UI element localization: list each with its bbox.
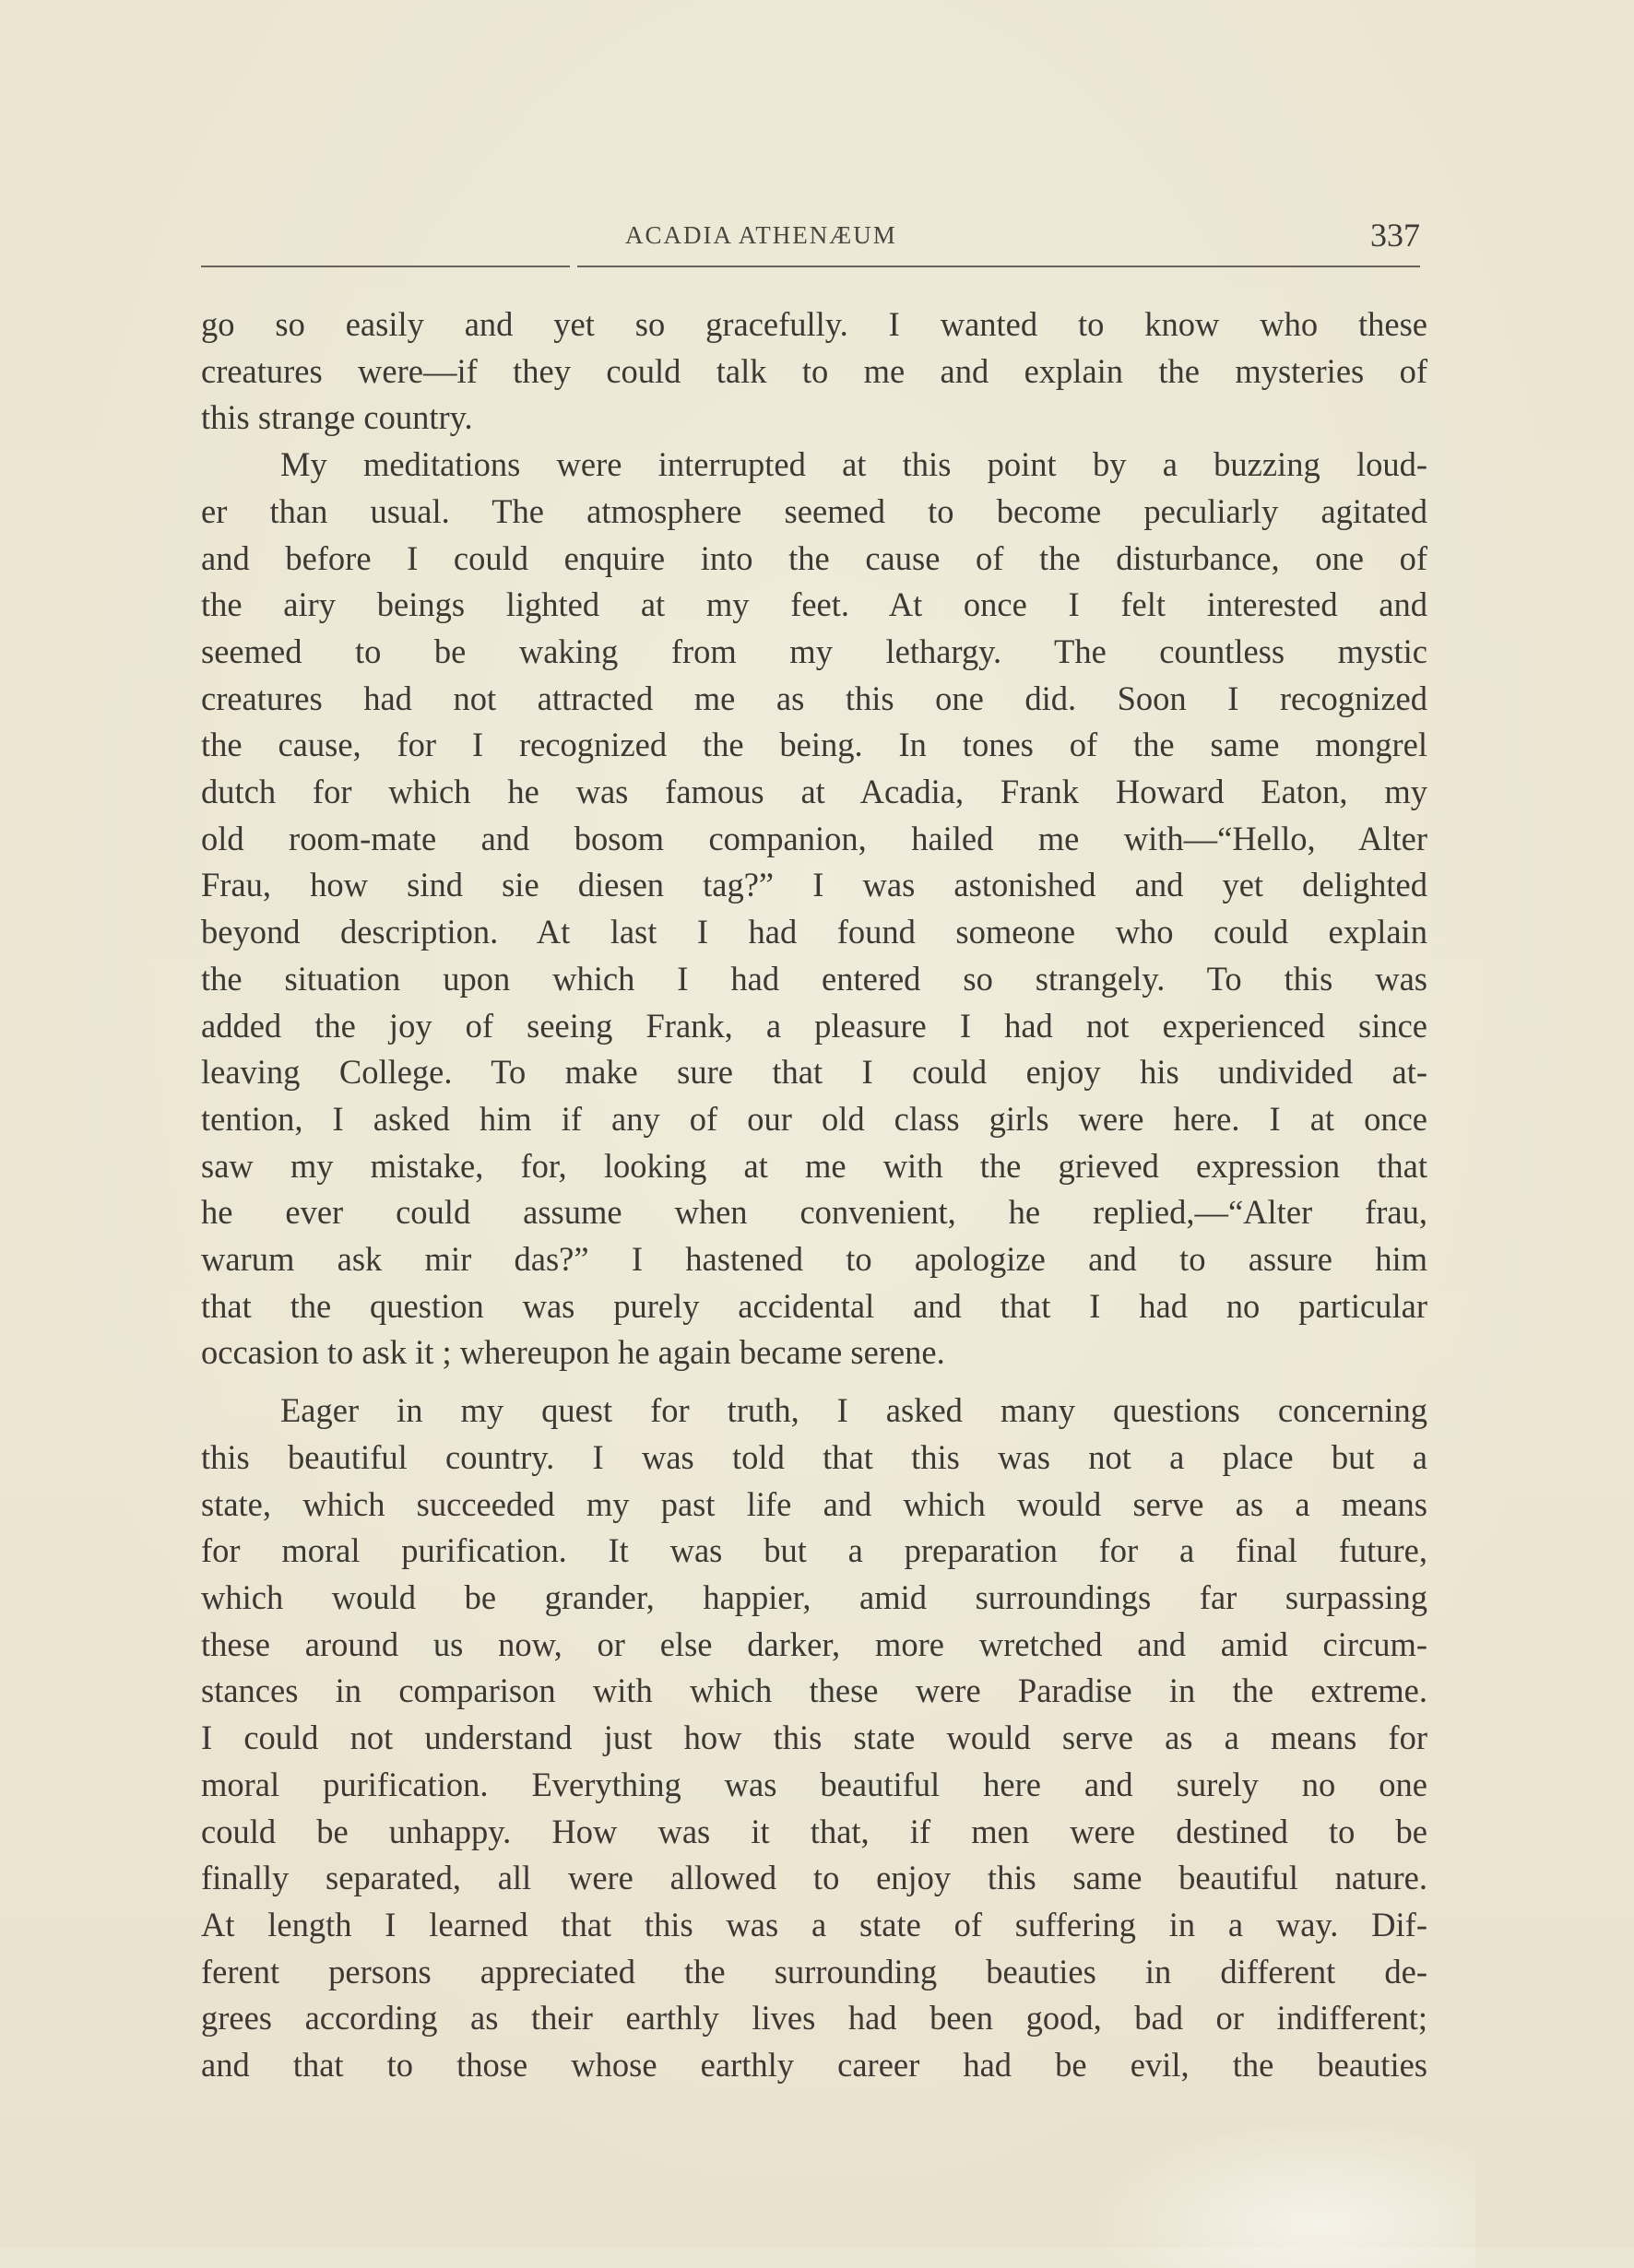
paragraph-1 xyxy=(201,301,1427,442)
text-line: I could not understand just how this state would serve as a means for xyxy=(201,1719,1427,1757)
text-line: and before I could enquire into the cause of the disturbance, one of xyxy=(201,538,1427,577)
text-line: the cause, for I recognized the being. In tones of the same mongrel xyxy=(201,726,1427,764)
text-line: that the question was purely accidental and that I had no particular xyxy=(201,1286,1427,1325)
text-line: the situation upon which I had entered so strangely. To this was xyxy=(201,959,1427,998)
paragraph-3 xyxy=(201,1388,1427,2089)
page-number: 337 xyxy=(1370,217,1420,254)
text-line: he ever could assume when convenient, he replied,—“Alter frau, xyxy=(201,1193,1427,1232)
text-line: er than usual. The atmosphere seemed to become peculiarly agitated xyxy=(201,491,1427,530)
text-line: this beautiful country. I was told that this was not a place but a xyxy=(201,1437,1427,1476)
text-line: which would be grander, happier, amid surroundings far surpassing xyxy=(201,1577,1427,1616)
text-line: seemed to be waking from my lethargy. The countless mystic xyxy=(201,632,1427,670)
paragraph-2 xyxy=(201,442,1427,1376)
text-line: saw my mistake, for, looking at me with the grieved expression that xyxy=(201,1146,1427,1185)
text-line: At length I learned that this was a state of suffering in a way. Dif- xyxy=(201,1905,1427,1943)
text-line: could be unhappy. How was it that, if men were destined to be xyxy=(201,1812,1427,1850)
running-head xyxy=(201,219,1420,266)
text-line: these around us now, or else darker, more wretched and amid circum- xyxy=(201,1624,1427,1663)
text-line: dutch for which he was famous at Acadia, Frank Howard Eaton, my xyxy=(201,773,1427,811)
text-line: this strange country. xyxy=(201,398,473,437)
text-line: leaving College. To make sure that I could enjoy his undivided at- xyxy=(201,1053,1427,1092)
text-line: added the joy of seeing Frank, a pleasure I had not experienced since xyxy=(201,1006,1427,1045)
body-text xyxy=(201,301,1427,2089)
journal-title: ACADIA ATHENÆUM xyxy=(625,221,897,249)
text-line: moral purification. Everything was beautiful here and surely no one xyxy=(201,1765,1427,1803)
text-line: and that to those whose earthly career had be evil, the beauties xyxy=(201,2046,1427,2085)
text-line: tention, I asked him if any of our old class girls were here. I at once xyxy=(201,1099,1427,1138)
text-line: go so easily and yet so gracefully. I wanted to know who these xyxy=(201,305,1427,343)
text-line: beyond description. At last I had found someone who could explain xyxy=(201,913,1427,951)
text-line: creatures were—if they could talk to me and explain the mysteries of xyxy=(201,351,1427,390)
text-line: grees according as their earthly lives had been good, bad or indifferent; xyxy=(201,1999,1427,2038)
text-line: finally separated, all were allowed to enjoy this same beautiful nature. xyxy=(201,1859,1427,1897)
text-line: Eager in my quest for truth, I asked many questions concerning xyxy=(280,1391,1427,1430)
header-rule-right xyxy=(577,266,1420,267)
text-line: warum ask mir das?” I hastened to apologize and to assure him xyxy=(201,1240,1427,1279)
text-line: the airy beings lighted at my feet. At once I felt interested and xyxy=(201,585,1427,624)
text-line: state, which succeeded my past life and which would serve as a means xyxy=(201,1484,1427,1523)
text-line: old room-mate and bosom companion, hailed me with—“Hello, Alter xyxy=(201,819,1427,857)
text-line: My meditations were interrupted at this point by a buzzing loud- xyxy=(280,445,1427,484)
text-line: stances in comparison with which these were Paradise in the extreme. xyxy=(201,1671,1427,1710)
paper-stain xyxy=(1088,2120,1475,2268)
text-line: Frau, how sind sie diesen tag?” I was astonished and yet delighted xyxy=(201,866,1427,904)
text-line: ferent persons appreciated the surrounding beauties in different de- xyxy=(201,1952,1427,1990)
text-line: occasion to ask it ; whereupon he again became serene. xyxy=(201,1333,945,1372)
text-line: creatures had not attracted me as this one did. Soon I recognized xyxy=(201,679,1427,717)
text-line: for moral purification. It was but a preparation for a final future, xyxy=(201,1531,1427,1570)
header-rule-left xyxy=(201,266,570,267)
